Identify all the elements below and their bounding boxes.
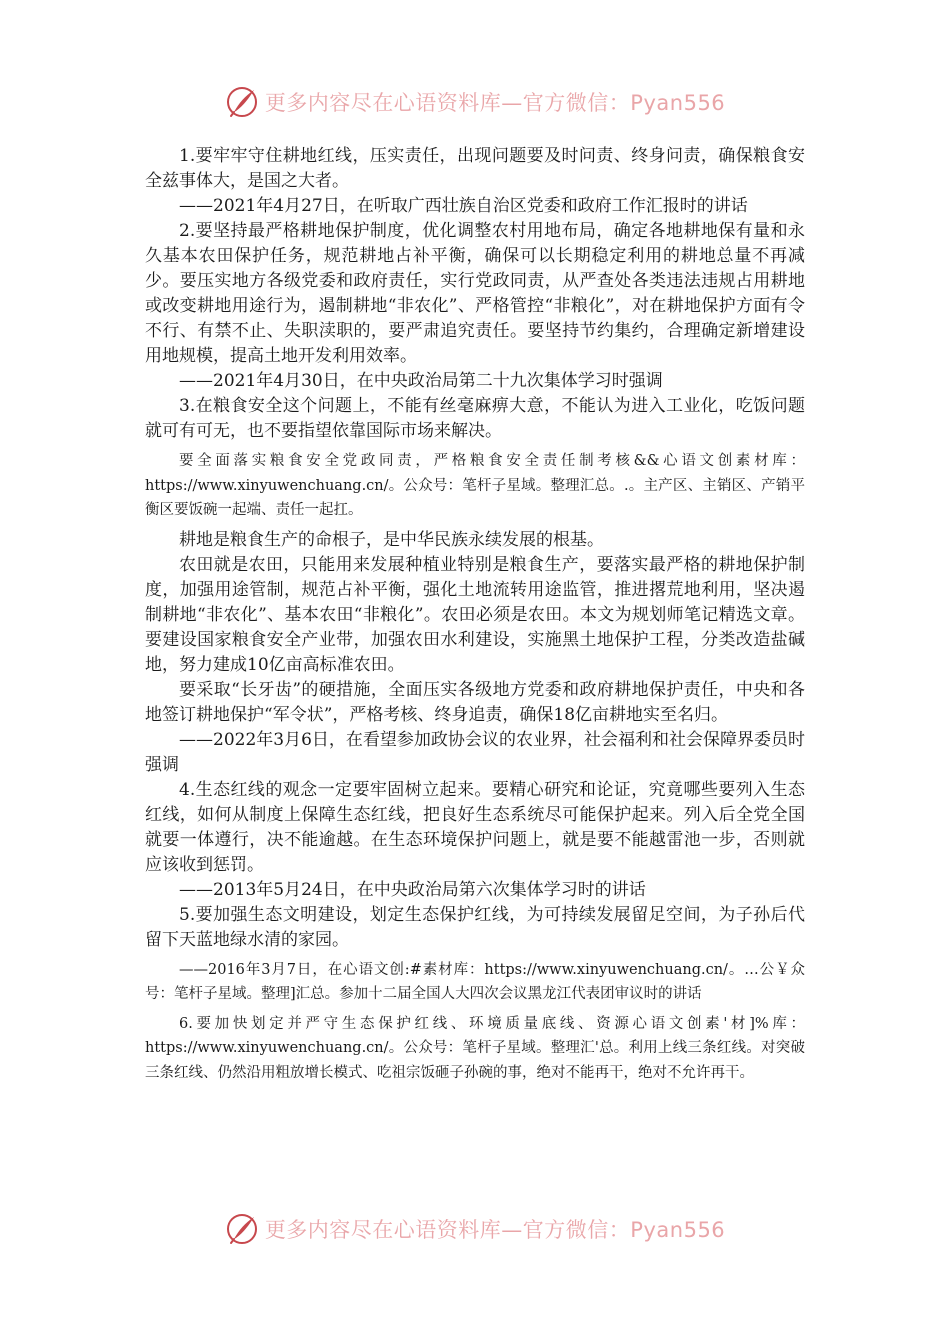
- paragraph: 3.在粮食安全这个问题上，不能有丝毫麻痹大意，不能认为进入工业化，吃饭问题就可有可无，也不要指望依靠国际市场来解决。: [145, 396, 805, 441]
- paragraph: 要采取“长牙齿”的硬措施，全面压实各级地方党委和政府耕地保护责任，中央和各地签订耕地保护“军令状”，严格考核、终身追责，确保18亿亩耕地实至名归。: [145, 679, 805, 725]
- source-line-small: ——2016年3月7日，在心语文创:#素材库：https://www.xinyuwenchuang.cn/。…公￥众号：笔杆子星域。整理]汇总。参加十二届全国人大四次会议黑龙江代表团审议时的讲话: [145, 961, 805, 1002]
- paragraph: 农田就是农田，只能用来发展种植业特别是粮食生产，要落实最严格的耕地保护制度，加强用途管制，规范占补平衡，强化土地流转用途监管，推进撂荒地利用，坚决遏制耕地“非农化”、基本农田“非粮化”。农田必须是农田。本文为规划师笔记精选文章。要建设国家粮食安全产业带，加强农田水利建设，实施黑土地保护工程，分类改造盐碱地，努力建成10亿亩高标准农田。: [145, 554, 805, 675]
- footer-banner: [0, 1209, 950, 1249]
- paragraph: 5.要加强生态文明建设，划定生态保护红线，为可持续发展留足空间，为子孙后代留下天蓝地绿水清的家园。: [145, 904, 805, 950]
- source-line: ——2021年4月30日，在中央政治局第二十九次集体学习时强调: [179, 371, 663, 391]
- paragraph-small: 要全面落实粮食安全党政同责，严格粮食安全责任制考核&&心语文创素材库：https://www.xinyuwenchuang.cn/。公众号：笔杆子星域。整理汇总。.。主产区、主销区、产销平衡区要饭碗一起端、责任一起扛。: [145, 453, 805, 518]
- paragraph: 4.生态红线的观念一定要牢固树立起来。要精心研究和论证，究竟哪些要列入生态红线，如何从制度上保障生态红线，把良好生态系统尽可能保护起来。列入后全党全国就要一体遵行，决不能逾越。在生态环境保护问题上，就是要不能越雷池一步，否则就应该收到惩罚。: [145, 779, 805, 875]
- source-line: ——2022年3月6日，在看望参加政协会议的农业界，社会福利和社会保障界委员时强调: [145, 729, 805, 775]
- paragraph: 1.要牢牢守住耕地红线，压实责任，出现问题要及时问责、终身问责，确保粮食安全兹事体大，是国之大者。: [145, 146, 805, 191]
- paragraph: 耕地是粮食生产的命根子，是中华民族永续发展的根基。: [179, 529, 604, 550]
- paragraph-small: 6.要加快划定并严守生态保护红线、环境质量底线、资源心语文创素'材]%库：https://www.xinyuwenchuang.cn/。公众号：笔杆子星域。整理汇'总。利用上线三条红线。对突破三条红线、仍然沿用粗放增长模式、吃祖宗饭砸子孙碗的事，绝对不能再干，绝对不允许再干。: [145, 1015, 805, 1081]
- banner-text: 更多内容尽在心语资料库—官方微信：Pyan556: [264, 91, 726, 115]
- paragraph: 2.要坚持最严格耕地保护制度，优化调整农村用地布局，确定各地耕地保有量和永久基本农田保护任务，规范耕地占补平衡，确保可以长期稳定利用的耕地总量不再减少。要压实地方各级党委和政府责任，实行党政同责，从严查处各类违法违规占用耕地或改变耕地用途行为，遏制耕地“非农化”、严格管控“非粮化”，对在耕地保护方面有令不行、有禁不止、失职渎职的，要严肃追究责任。要坚持节约集约，合理确定新增建设用地规模，提高土地开发利用效率。: [145, 221, 805, 366]
- header-banner: [0, 82, 950, 122]
- quill-pen-icon: [225, 85, 259, 119]
- document-body: [145, 144, 805, 1090]
- source-line: ——2013年5月24日，在中央政治局第六次集体学习时的讲话: [179, 879, 646, 900]
- source-line: ——2021年4月27日，在听取广西壮族自治区党委和政府工作汇报时的讲话: [179, 196, 748, 216]
- banner-text: 更多内容尽在心语资料库—官方微信：Pyan556: [264, 1218, 726, 1242]
- quill-pen-icon: [225, 1212, 259, 1246]
